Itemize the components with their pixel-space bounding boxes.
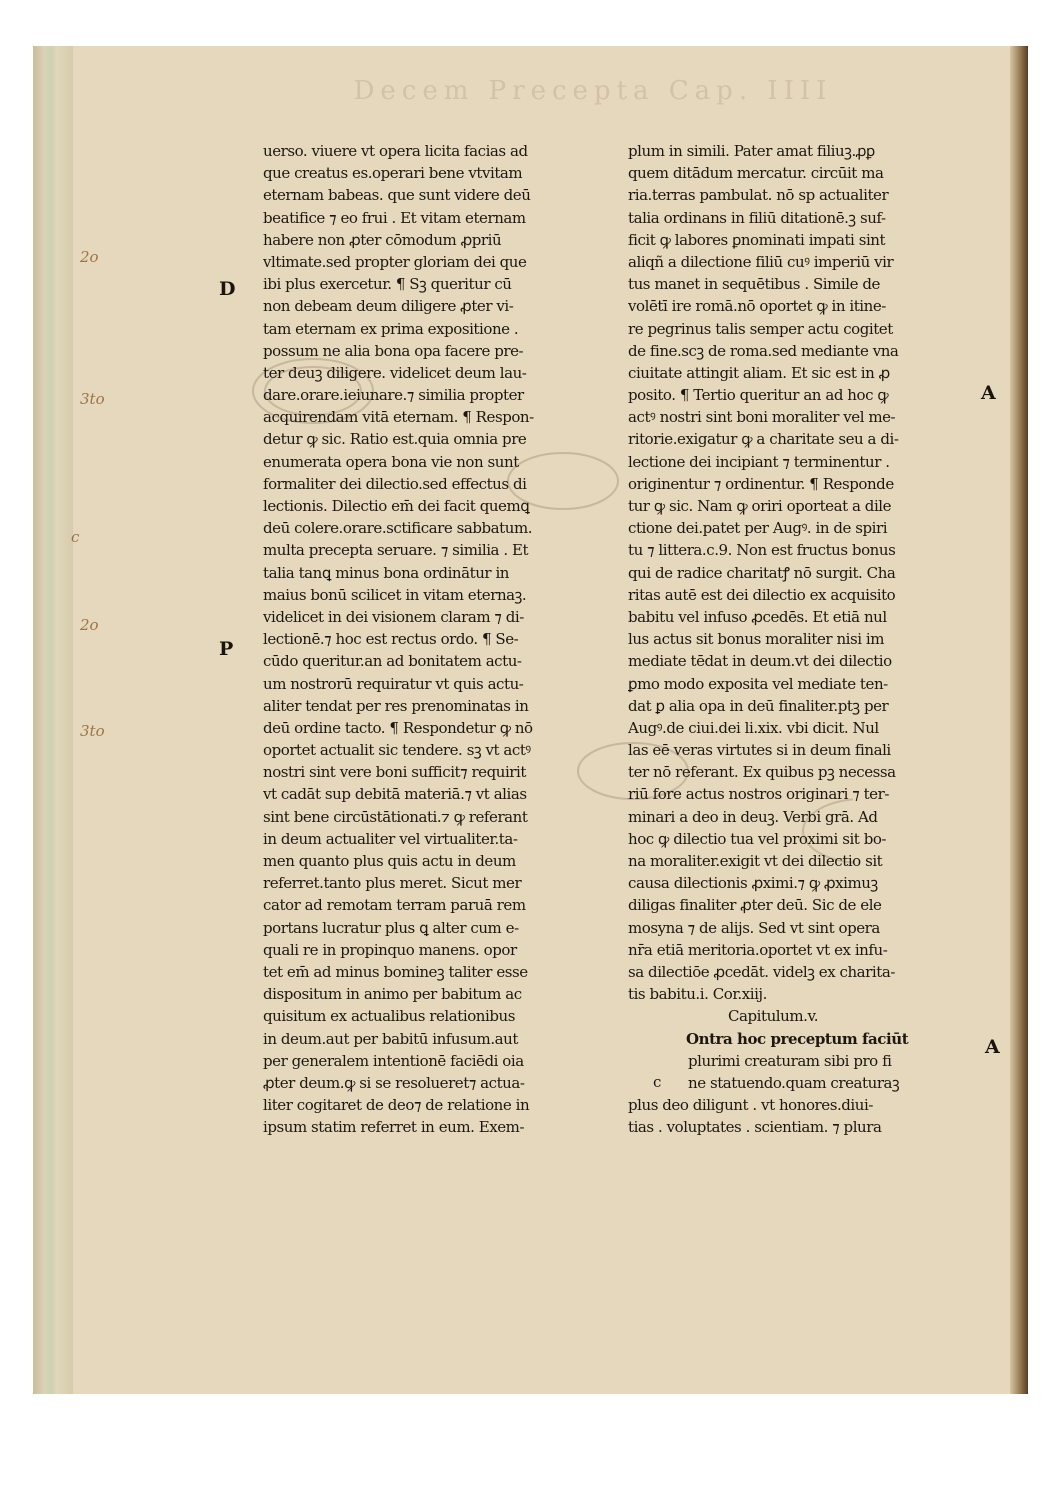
text-line: dare.orare.ieiunare.⁊ similia propter	[263, 386, 524, 405]
text-line: sint bene circūstātionati.⁊ ꝙ referant	[263, 807, 528, 826]
text-line: ritorie.exigatur ꝙ a charitate seu a di-	[628, 430, 899, 449]
text-line: que creatus es.operari bene vtvitam	[263, 164, 523, 183]
text-line: lus actus sit bonus moraliter nisi im	[628, 630, 885, 649]
text-line: tu ⁊ littera.c.9. Non est fructus bonus	[628, 541, 896, 560]
margin-note-2: 3to	[80, 390, 105, 408]
text-line: Ontra hoc preceptum faciūt	[686, 1029, 909, 1048]
text-line: mosyna ⁊ de alijs. Sed vt sint opera	[628, 918, 880, 937]
text-line: multa precepta seruare. ⁊ similia . Et	[263, 541, 529, 560]
text-line: deū colere.orare.sctificare sabbatum.	[263, 519, 533, 538]
text-line: re pegrinus talis semper actu cogitet	[628, 319, 893, 338]
text-line: detur ꝙ sic. Ratio est.quia omnia pre	[263, 430, 527, 449]
text-line: acquirendam vitā eternam. ¶ Respon-	[263, 408, 534, 427]
text-line: ter nō referant. Ex quibus pꝫ necessa	[628, 763, 896, 782]
text-line: sa dilectiōe ꝓcedāt. videlꝫ ex charita-	[628, 962, 895, 981]
section-letter-c: c	[653, 1073, 662, 1091]
text-line: uerso. viuere vt opera licita facias ad	[263, 142, 528, 160]
text-line: ne statuendo.quam creaturaꝫ	[688, 1073, 900, 1092]
text-line: babitu vel infuso ꝓcedēs. Et etiā nul	[628, 607, 887, 626]
text-line: talia tanꝗ minus bona ordinātur in	[263, 563, 509, 582]
text-line: ibi plus exercetur. ¶ Sꝫ queritur cū	[263, 275, 512, 294]
section-letter-p: P	[219, 638, 234, 660]
text-line: in deum.aut per babitū infusum.aut	[263, 1029, 518, 1048]
text-line: portans lucratur plus ꝗ alter cum e-	[263, 918, 519, 937]
text-line: ipsum statim referret in eum. Exem-	[263, 1118, 525, 1137]
text-line: tet em̄ ad minus bomineꝫ taliter esse	[263, 962, 528, 981]
text-line: um nostrorū requiratur vt quis actu-	[263, 674, 524, 693]
text-line: tias . voluptates . scientiam. ⁊ plura	[628, 1118, 882, 1137]
text-line: quem ditādum mercatur. circūit ma	[628, 164, 884, 183]
section-letter-a-lower: A	[985, 1036, 1000, 1058]
text-line: liter cogitaret de deo⁊ de relatione in	[263, 1096, 530, 1115]
text-line: tis babitu.i. Cor.xiij.	[628, 985, 767, 1004]
text-line: tur ꝙ sic. Nam ꝙ oriri oporteat a dile	[628, 497, 892, 515]
text-line: beatifice ⁊ eo frui . Et vitam eternam	[263, 208, 526, 227]
text-line: men quanto plus quis actu in deum	[263, 852, 516, 870]
text-line: videlicet in dei visionem claram ⁊ di-	[263, 607, 524, 626]
text-line: diligas finaliter ꝓter deū. Sic de ele	[628, 896, 882, 915]
text-column-right	[628, 140, 998, 1138]
text-line: nr̄a etiā meritoria.oportet vt ex infu-	[628, 940, 888, 959]
text-line: hoc ꝙ dilectio tua vel proximi sit bo-	[628, 829, 887, 848]
text-line: tus manet in sequētibus . Simile de	[628, 275, 880, 294]
text-line: ciuitate attingit aliam. Et sic est in ꝓ	[628, 363, 890, 382]
text-column-left	[263, 140, 633, 1138]
text-line: talia ordinans in filiū ditationē.ꝫ suf-	[628, 208, 886, 227]
text-line: maius bonū scilicet in vitam eternaꝫ.	[263, 585, 527, 604]
text-line: plus deo diligunt . vt honores.diui-	[628, 1096, 873, 1115]
margin-note-3: c	[71, 528, 80, 546]
text-line: lectionē.⁊ hoc est rectus ordo. ¶ Se-	[263, 630, 519, 649]
text-line: aliter tendat per res prenominatas in	[263, 696, 529, 715]
text-line: qui de radice charitatꝭ nō surgit. Cha	[628, 563, 896, 582]
text-line: dat ꝑ alia opa in deū finaliter.ptꝫ per	[628, 696, 889, 715]
text-line: dispositum in animo per babitum ac	[263, 985, 522, 1004]
text-line: cator ad remotam terram paruā rem	[263, 896, 526, 915]
text-line: volētī ire romā.nō oportet ꝙ in itine-	[628, 297, 886, 316]
text-line: possum ne alia bona opa facere pre-	[263, 341, 524, 360]
text-line: quisitum ex actualibus relationibus	[263, 1007, 515, 1026]
text-line: de fine.scꝫ de roma.sed mediante vna	[628, 341, 899, 360]
text-line: nostri sint vere boni sufficit⁊ requirit	[263, 763, 526, 782]
text-line: ꝓter deum.ꝙ si se resolueret⁊ actua-	[263, 1073, 525, 1092]
text-line: originentur ⁊ ordinentur. ¶ Responde	[628, 474, 894, 493]
text-line: habere non ꝓter cōmodum ꝓpriū	[263, 230, 502, 249]
text-line: quali re in propinquo manens. opor	[263, 940, 517, 959]
section-letter-a: A	[981, 382, 996, 404]
text-line: minari a deo in deuꝫ. Verbi grā. Ad	[628, 807, 878, 826]
chapter-heading: Capitulum.v.	[728, 1007, 819, 1026]
text-line: ctione dei.patet per Augꝰ. in de spiri	[628, 519, 888, 538]
text-line: aliqñ a dilectione filiū cuꝰ imperiū vir	[628, 252, 894, 271]
running-head: Decem Precepta Cap. IIII	[353, 76, 833, 106]
text-line: deū ordine tacto. ¶ Respondetur ꝙ nō	[263, 718, 533, 737]
text-line: las eē veras virtutes si in deum finali	[628, 741, 891, 760]
text-line: eternam babeas. que sunt videre deū	[263, 186, 531, 205]
text-line: lectione dei incipiant ⁊ terminentur .	[628, 452, 890, 471]
text-line: per generalem intentionē faciēdi oia	[263, 1051, 524, 1070]
text-line: non debeam deum diligere ꝓter vi-	[263, 297, 514, 316]
text-line: cūdo queritur.an ad bonitatem actu-	[263, 652, 522, 671]
text-line: actꝰ nostri sint boni moraliter vel me-	[628, 408, 896, 427]
text-line: plurimi creaturam sibi pro fi	[688, 1051, 892, 1070]
text-line: enumerata opera bona vie non sunt	[263, 452, 519, 471]
text-line: na moraliter.exigit vt dei dilectio sit	[628, 852, 883, 870]
text-line: mediate tēdat in deum.vt dei dilectio	[628, 652, 892, 671]
text-line: ꝑmo modo exposita vel mediate ten-	[628, 674, 888, 693]
margin-note-4: 2o	[80, 616, 99, 634]
text-line: Augꝰ.de ciui.dei li.xix. vbi dicit. Nul	[628, 718, 879, 737]
section-letter-d: D	[219, 278, 236, 300]
text-line: ter deuꝫ diligere. videlicet deum lau-	[263, 363, 527, 382]
text-line: plum in simili. Pater amat filiuꝫ.ꝓꝑ	[628, 142, 875, 160]
text-line: ria.terras pambulat. nō sp actualiter	[628, 186, 889, 205]
book-edge	[1010, 46, 1028, 1394]
text-line: ritas autē est dei dilectio ex acquisito	[628, 585, 896, 604]
text-line: causa dilectionis ꝓximi.⁊ ꝙ ꝓximuꝫ	[628, 874, 878, 893]
text-line: ficit ꝙ labores ꝑnominati impati sint	[628, 230, 886, 249]
text-line: tam eternam ex prima expositione .	[263, 319, 519, 338]
margin-note-5: 3to	[80, 722, 105, 740]
page-gutter	[33, 46, 73, 1394]
text-line: posito. ¶ Tertio queritur an ad hoc ꝙ	[628, 386, 889, 405]
text-line: riū fore actus nostros originari ⁊ ter-	[628, 785, 889, 804]
text-line: vltimate.sed propter gloriam dei que	[263, 252, 527, 271]
text-line: oportet actualit sic tendere. sꝫ vt actꝰ	[263, 741, 531, 760]
text-line: lectionis. Dilectio em̄ dei facit quemꝗ	[263, 497, 530, 515]
margin-note-1: 2o	[80, 248, 99, 266]
text-line: in deum actualiter vel virtualiter.ta-	[263, 829, 518, 848]
scanned-page	[33, 46, 1028, 1394]
text-line: vt cadāt sup debitā materiā.⁊ vt alias	[263, 785, 527, 804]
text-line: referret.tanto plus meret. Sicut mer	[263, 874, 522, 893]
text-line: formaliter dei dilectio.sed effectus di	[263, 474, 527, 493]
